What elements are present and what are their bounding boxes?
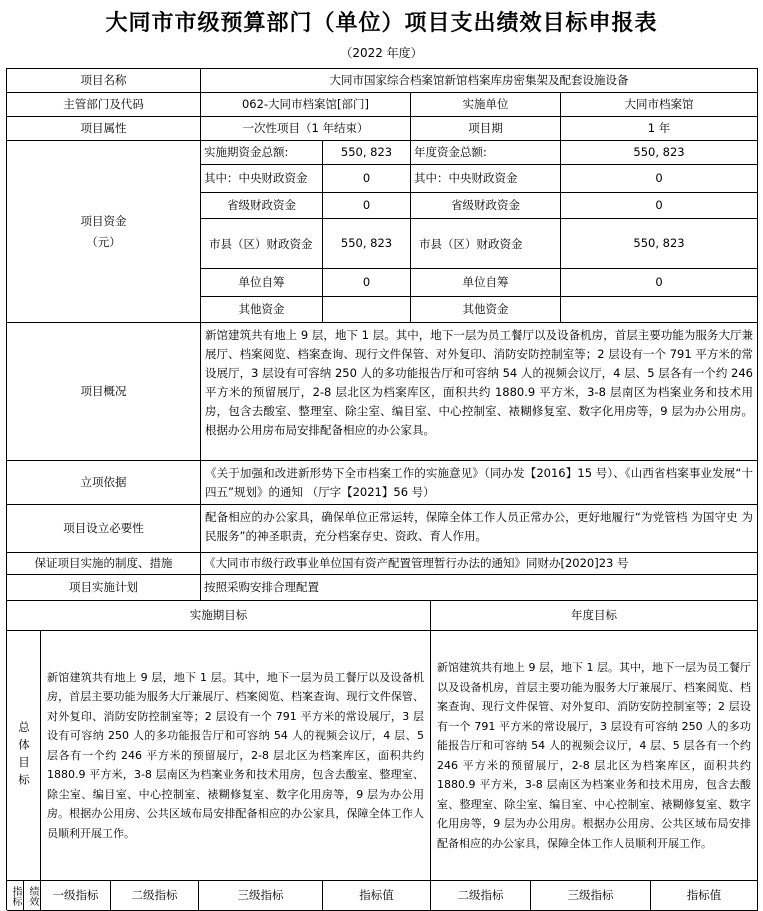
overall-goal-label-text: 总体目标 bbox=[17, 720, 31, 791]
basis-label: 立项依据 bbox=[7, 461, 201, 505]
level1-header: 一级指标 bbox=[41, 881, 111, 911]
self-funds-label-annual: 单位自筹 bbox=[411, 269, 561, 297]
prov-funds-label-annual: 省级财政资金 bbox=[411, 193, 561, 219]
impl-goal-header: 实施期目标 bbox=[7, 601, 431, 631]
city-funds-label-text: 市县（区）财政资金 bbox=[209, 236, 313, 251]
city-funds-value: 550, 823 bbox=[323, 219, 411, 269]
other-funds-label-annual: 其他资金 bbox=[411, 297, 561, 323]
overall-goal-label bbox=[7, 631, 41, 881]
basis-value: 《关于加强和改进新形势下全市档案工作的实施意见》（同办发【2016】15 号）、《山西省档案事业发展“十四五”规划》的通知 （厅字【2021】56 号） bbox=[201, 461, 758, 505]
period-value: 1 年 bbox=[561, 117, 758, 141]
annual-funds-value: 550, 823 bbox=[561, 141, 758, 165]
city-funds-value-annual: 550, 823 bbox=[561, 219, 758, 269]
funds-label-line2: （元） bbox=[86, 234, 121, 249]
indicator-side-b: 绩效 bbox=[24, 881, 41, 911]
project-name-value: 大同市国家综合档案馆新馆档案库房密集架及配套设施设备 bbox=[201, 69, 758, 93]
plan-value: 按照采购安排合理配置 bbox=[201, 575, 758, 601]
prov-funds-label: 省级财政资金 bbox=[201, 193, 323, 219]
dept-value: 062-大同市档案馆[部门] bbox=[201, 93, 411, 117]
annual-funds-label: 年度资金总额: bbox=[411, 141, 561, 165]
system-label: 保证项目实施的制度、措施 bbox=[7, 553, 201, 575]
funds-label-line1: 项目资金 bbox=[80, 213, 127, 228]
system-value: 《大同市市级行政事业单位国有资产配置管理暂行办法的通知》同财办[2020]23 号 bbox=[201, 553, 758, 575]
funds-label bbox=[7, 141, 201, 323]
prov-funds-value: 0 bbox=[323, 193, 411, 219]
annual-goal-header: 年度目标 bbox=[431, 601, 758, 631]
self-funds-label: 单位自筹 bbox=[201, 269, 323, 297]
self-funds-value: 0 bbox=[323, 269, 411, 297]
overview-label: 项目概况 bbox=[7, 323, 201, 461]
other-funds-label: 其他资金 bbox=[201, 297, 323, 323]
impl-goal-text: 新馆建筑共有地上 9 层，地下 1 层。其中，地下一层为员工餐厅以及设备机房，首层主要功能为服务大厅兼展厅、档案阅览、档案查询、现行文件保管、对外复印、消防安防控制室等；2 层设有一个 791 平方米的常设展厅，3 层设有可容纳 250 人的多功能报告厅和可容纳 54 人的视频会议厅，4 层、5 层各有一个约 246 平方米的预留展厅，2-8 层北区为档案库区，面积共约 1880.9 平方米，3-8 层南区为档案业务和技术用房，包含去酸室、整理室、除尘室、编目室、中心控制室、裱糊修复室、数字化用房等，9 层为办公用房。根据办公用房、公共区域布局安排配备相应的办公家具，保障全体工作人员顺利开展工作。 bbox=[41, 631, 431, 881]
total-funds-label: 实施期资金总额: bbox=[201, 141, 323, 165]
attr-label: 项目属性 bbox=[7, 117, 201, 141]
project-name-label: 项目名称 bbox=[7, 69, 201, 93]
level3-header: 三级指标 bbox=[199, 881, 323, 911]
impl-unit-value: 大同市档案馆 bbox=[561, 93, 758, 117]
value-header-annual: 指标值 bbox=[651, 881, 758, 911]
attr-value: 一次性项目（1 年结束） bbox=[201, 117, 411, 141]
central-funds-value: 0 bbox=[323, 165, 411, 193]
year-label: （2022 年度） bbox=[340, 46, 423, 60]
page-title: 大同市市级预算部门（单位）项目支出绩效目标申报表 bbox=[105, 11, 658, 36]
city-funds-label-annual-text: 市县（区）财政资金 bbox=[419, 236, 523, 251]
necessity-label: 项目设立必要性 bbox=[7, 505, 201, 553]
central-funds-label: 其中：中央财政资金 bbox=[201, 165, 323, 193]
dept-label: 主管部门及代码 bbox=[7, 93, 201, 117]
total-funds-value: 550, 823 bbox=[323, 141, 411, 165]
necessity-value: 配备相应的办公家具，确保单位正常运转，保障全体工作人员正常办公，更好地履行“为党管档 为国守史 为民服务”的神圣职责，充分档案存史、资政、育人作用。 bbox=[201, 505, 758, 553]
level2-header: 二级指标 bbox=[111, 881, 199, 911]
central-funds-label-annual: 其中：中央财政资金 bbox=[411, 165, 561, 193]
central-funds-value-annual: 0 bbox=[561, 165, 758, 193]
prov-funds-value-annual: 0 bbox=[561, 193, 758, 219]
plan-label: 项目实施计划 bbox=[7, 575, 201, 601]
indicator-side-a: 指标 bbox=[7, 881, 24, 911]
city-funds-label bbox=[201, 219, 323, 269]
self-funds-value-annual: 0 bbox=[561, 269, 758, 297]
period-label: 项目期 bbox=[411, 117, 561, 141]
annual-goal-text: 新馆建筑共有地上 9 层，地下 1 层。其中，地下一层为员工餐厅以及设备机房，首层主要功能为服务大厅兼展厅、档案阅览、档案查询、现行文件保管、对外复印、消防安防控制室等；2 层设有一个 791 平方米的常设展厅，3 层设有可容纳 250 人的多功能报告厅和可容纳 54 人的视频会议厅，4 层、5 层各有一个约 246 平方米的预留展厅，2-8 层北区为档案库区，面积共约 1880.9 平方米，3-8 层南区为档案业务和技术用房，包含去酸室、整理室、除尘室、编目室、中心控制室、裱糊修复室、数字化用房等，9 层为办公用房。根据办公用房、公共区域布局安排配备相应的办公家具，保障全体工作人员顺利开展工作。 bbox=[431, 631, 758, 881]
other-funds-value-annual bbox=[561, 297, 758, 323]
level2-header-annual: 二级指标 bbox=[431, 881, 531, 911]
level3-header-annual: 三级指标 bbox=[531, 881, 651, 911]
value-header: 指标值 bbox=[323, 881, 431, 911]
overview-value: 新馆建筑共有地上 9 层，地下 1 层。其中，地下一层为员工餐厅以及设备机房，首层主要功能为服务大厅兼展厅、档案阅览、档案查询、现行文件保管、对外复印、消防安防控制室等；2 层设有一个 791 平方米的常设展厅，3 层设有可容纳 250 人的多功能报告厅和可容纳 54 人的视频会议厅，4 层、5 层各有一个约 246 平方米的预留展厅，2-8 层北区为档案库区，面积共约 1880.9 平方米，3-8 层南区为档案业务和技术用房，包含去酸室、整理室、除尘室、编目室、中心控制室、裱糊修复室、数字化用房等，9 层为办公用房。根据办公用房布局安排配备相应的办公家具。 bbox=[201, 323, 758, 461]
form-table bbox=[6, 68, 758, 910]
impl-unit-label: 实施单位 bbox=[411, 93, 561, 117]
city-funds-label-annual bbox=[411, 219, 561, 269]
other-funds-value bbox=[323, 297, 411, 323]
